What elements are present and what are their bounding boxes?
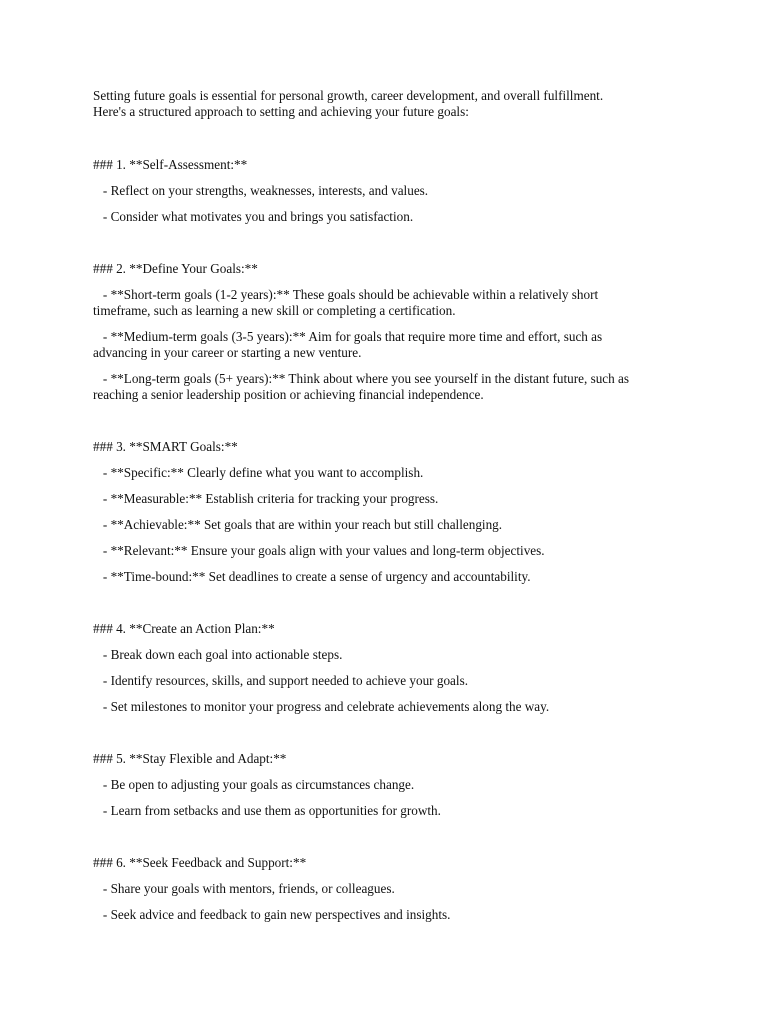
list-item: - Set milestones to monitor your progress and celebrate achievements along the way. (93, 699, 550, 714)
section-heading: ### 6. **Seek Feedback and Support:** (93, 855, 307, 870)
section-stay-flexible (93, 751, 693, 819)
list-item: - **Time-bound:** Set deadlines to create a sense of urgency and accountability. (93, 569, 531, 584)
section-heading: ### 3. **SMART Goals:** (93, 439, 238, 454)
list-item: - Learn from setbacks and use them as opportunities for growth. (93, 803, 441, 818)
section-heading: ### 2. **Define Your Goals:** (93, 261, 258, 276)
list-item: - Share your goals with mentors, friends, or colleagues. (93, 881, 395, 896)
list-item: - Seek advice and feedback to gain new perspectives and insights. (93, 907, 451, 922)
section-define-goals (93, 261, 693, 403)
list-item: - **Medium-term goals (3-5 years):** Aim for goals that require more time and effort, such as advancing in your career or starting a new venture. (93, 329, 603, 360)
list-item: - Identify resources, skills, and support needed to achieve your goals. (93, 673, 469, 688)
section-feedback-support (93, 855, 693, 923)
list-item: - **Measurable:** Establish criteria for tracking your progress. (93, 491, 439, 506)
section-action-plan (93, 621, 693, 715)
section-smart-goals (93, 439, 693, 585)
section-heading: ### 1. **Self-Assessment:** (93, 157, 248, 172)
section-self-assessment (93, 157, 693, 225)
list-item: - **Achievable:** Set goals that are within your reach but still challenging. (93, 517, 503, 532)
section-heading: ### 5. **Stay Flexible and Adapt:** (93, 751, 287, 766)
list-item: - **Short-term goals (1-2 years):** These goals should be achievable within a relatively short timeframe, such as learning a new skill or completing a certification. (93, 287, 599, 318)
list-item: - Be open to adjusting your goals as circumstances change. (93, 777, 415, 792)
list-item: - **Long-term goals (5+ years):** Think about where you see yourself in the distant future, such as reaching a senior leadership position or achieving financial independence. (93, 371, 630, 402)
list-item: - Break down each goal into actionable steps. (93, 647, 343, 662)
list-item: - Consider what motivates you and brings you satisfaction. (93, 209, 414, 224)
intro-paragraph: Setting future goals is essential for personal growth, career development, and overall fulfillment. Here's a structured approach to setting and achieving your future goals: (93, 88, 604, 119)
list-item: - Reflect on your strengths, weaknesses, interests, and values. (93, 183, 429, 198)
document-page (93, 88, 693, 923)
list-item: - **Relevant:** Ensure your goals align with your values and long-term objectives. (93, 543, 545, 558)
list-item: - **Specific:** Clearly define what you want to accomplish. (93, 465, 424, 480)
section-heading: ### 4. **Create an Action Plan:** (93, 621, 275, 636)
